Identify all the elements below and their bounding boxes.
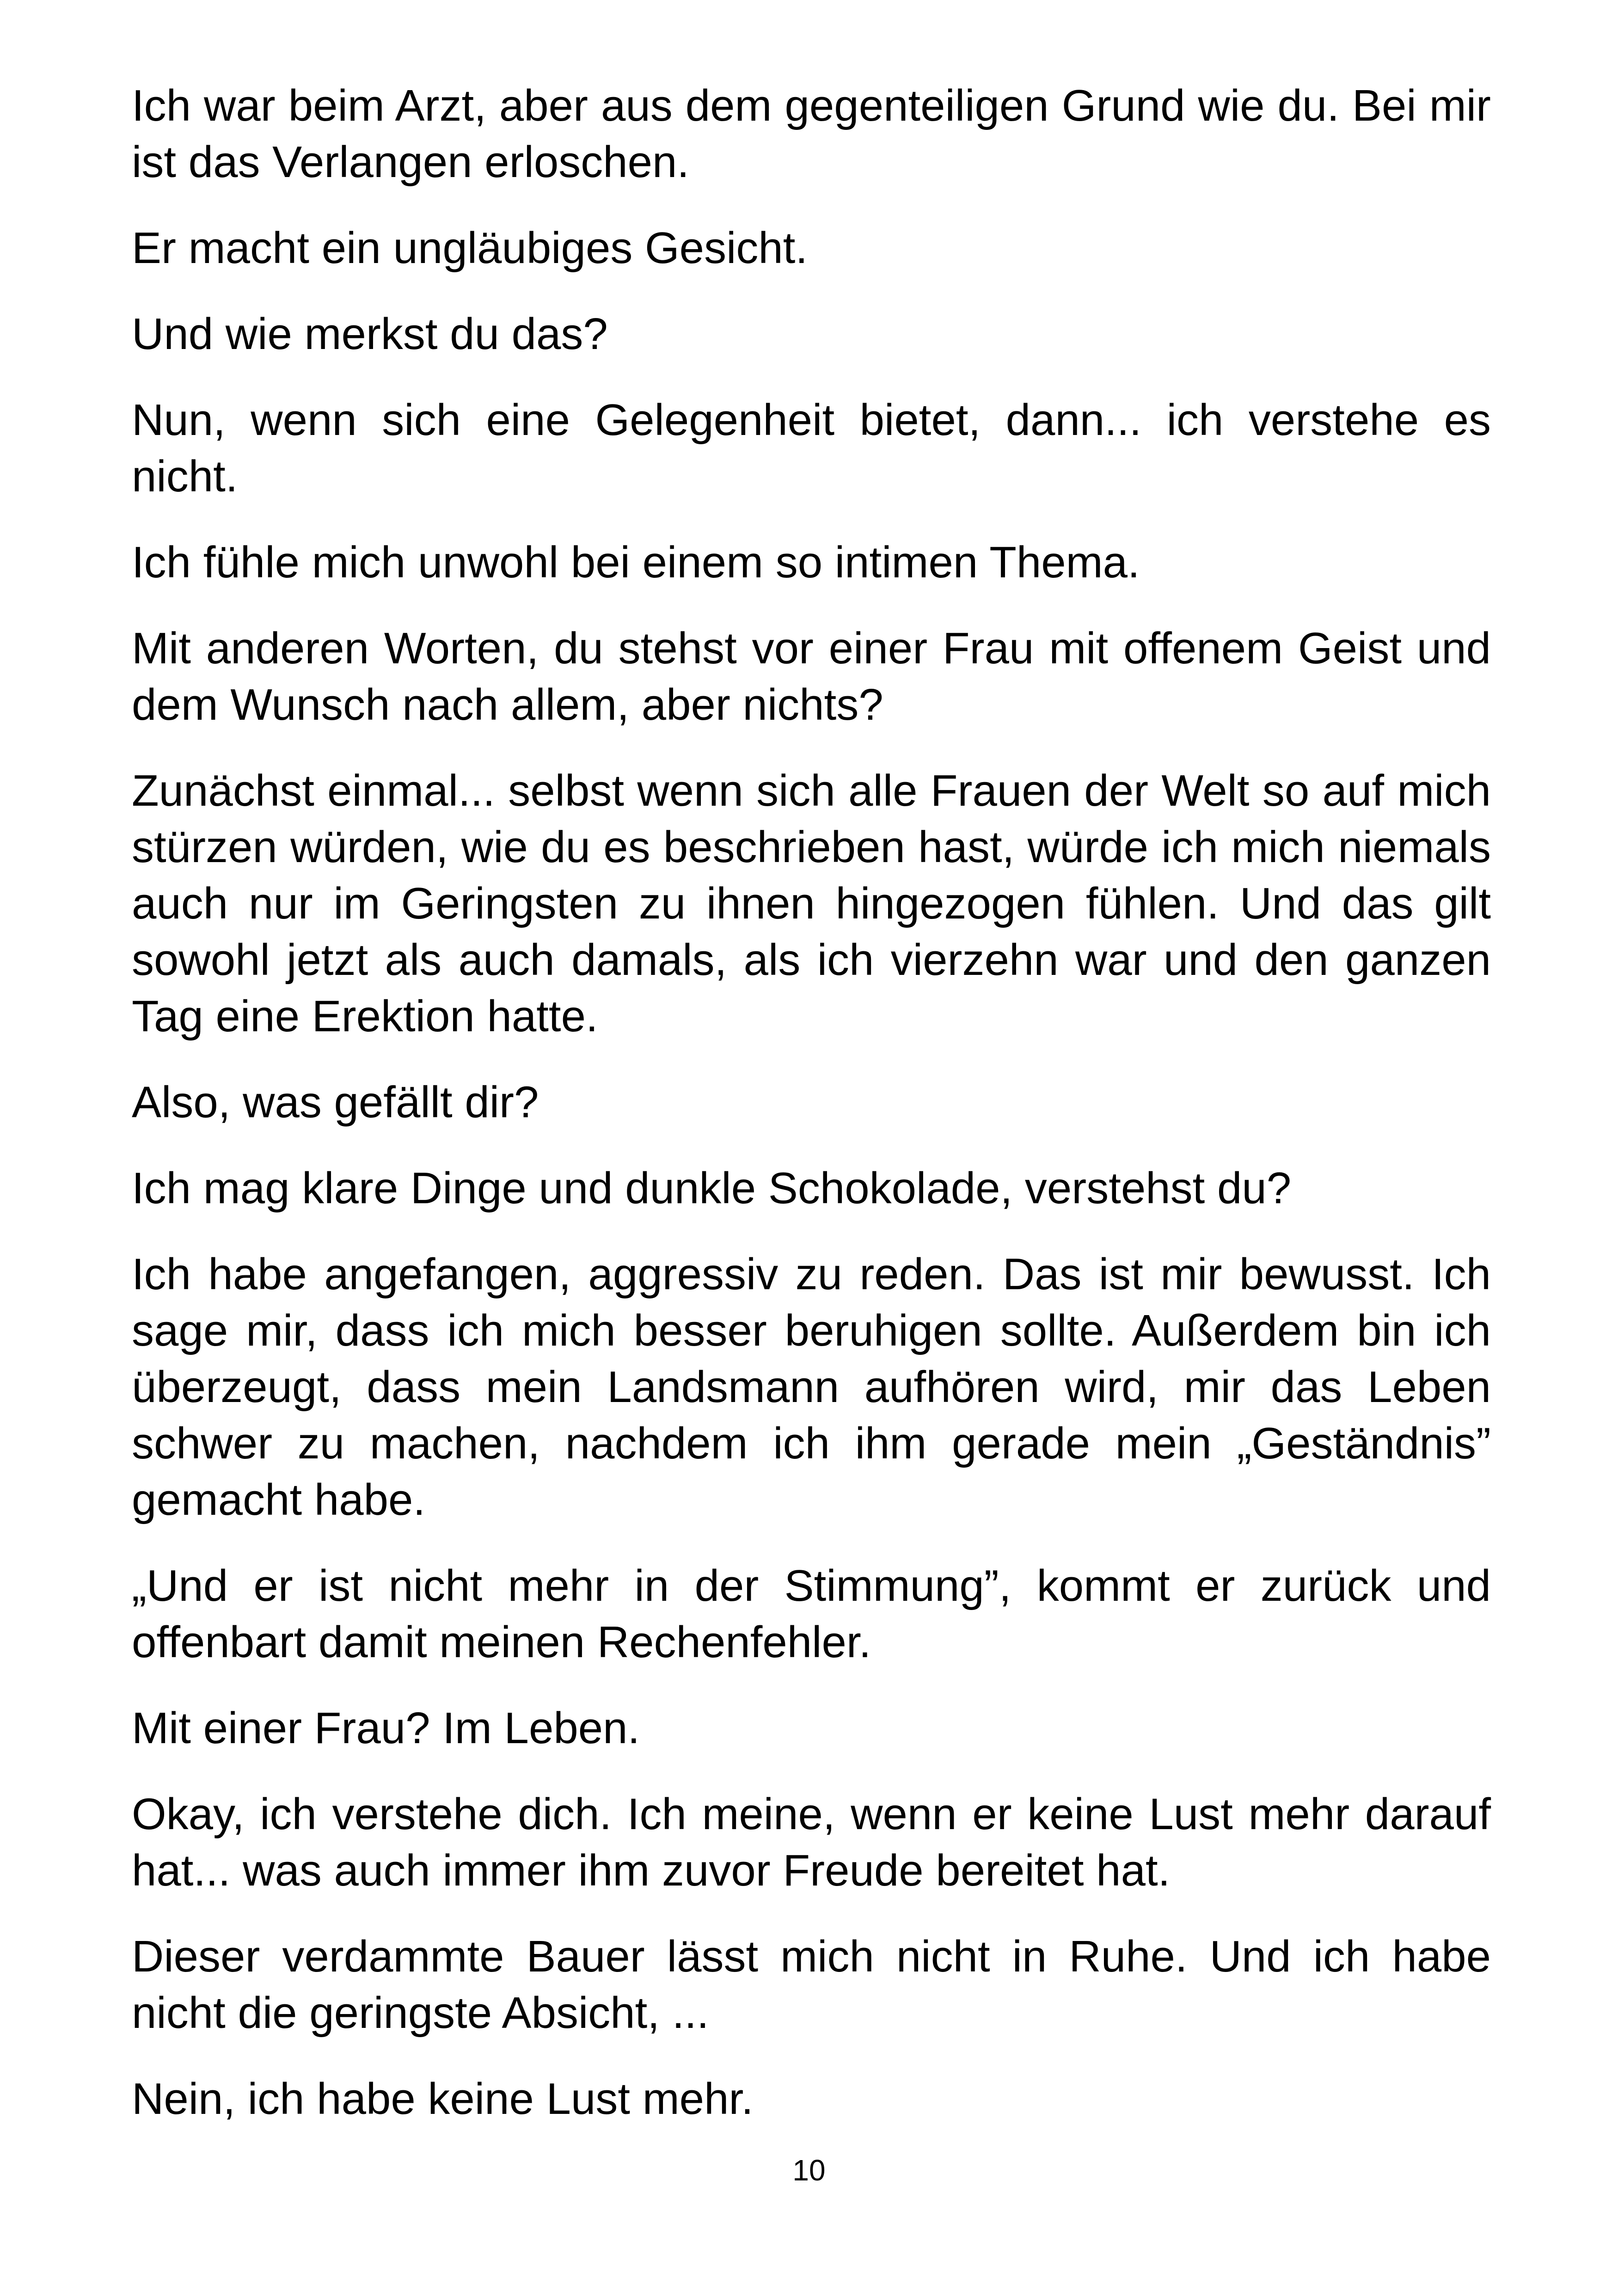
paragraph: Ich war beim Arzt, aber aus dem gegenteiligen Grund wie du. Bei mir ist das Verlangen erloschen. bbox=[132, 81, 1491, 187]
paragraph: Mit anderen Worten, du stehst vor einer Frau mit offenem Geist und dem Wunsch nach allem, aber nichts? bbox=[132, 624, 1491, 729]
paragraph: Mit einer Frau? Im Leben. bbox=[132, 1703, 640, 1753]
paragraph: Nun, wenn sich eine Gelegenheit bietet, dann... ich verstehe es nicht. bbox=[132, 395, 1491, 501]
paragraph: „Und er ist nicht mehr in der Stimmung”, kommt er zurück und offenbart damit meinen Rechenfehler. bbox=[132, 1561, 1491, 1667]
paragraph: Ich habe angefangen, aggressiv zu reden. Das ist mir bewusst. Ich sage mir, dass ich mich besser beruhigen sollte. Außerdem bin ich überzeugt, dass mein Landsmann aufhören wird, mir das Leben schwer zu machen, nachdem ich ihm gerade mein „Geständnis” gemacht habe. bbox=[132, 1249, 1491, 1525]
paragraph: Okay, ich verstehe dich. Ich meine, wenn er keine Lust mehr darauf hat... was auch immer ihm zuvor Freude bereitet hat. bbox=[132, 1789, 1491, 1895]
paragraph: Dieser verdammte Bauer lässt mich nicht in Ruhe. Und ich habe nicht die geringste Absicht, ... bbox=[132, 1932, 1491, 2038]
paragraph: Ich mag klare Dinge und dunkle Schokolade, verstehst du? bbox=[132, 1163, 1292, 1213]
paragraph: Er macht ein ungläubiges Gesicht. bbox=[132, 223, 808, 273]
page-number: 10 bbox=[792, 2154, 826, 2187]
paragraph: Nein, ich habe keine Lust mehr. bbox=[132, 2074, 754, 2124]
paragraph: Ich fühle mich unwohl bei einem so intimen Thema. bbox=[132, 538, 1140, 587]
paragraph: Und wie merkst du das? bbox=[132, 309, 608, 359]
body-text bbox=[132, 78, 1491, 2157]
paragraph: Also, was gefällt dir? bbox=[132, 1078, 539, 1127]
paragraph: Zunächst einmal... selbst wenn sich alle Frauen der Welt so auf mich stürzen würden, wie du es beschrieben hast, würde ich mich niemals auch nur im Geringsten zu ihnen hingezogen fühlen. Und das gilt sowohl jetzt als auch damals, als ich vierzehn war und den ganzen Tag eine Erektion hatte. bbox=[132, 766, 1491, 1041]
